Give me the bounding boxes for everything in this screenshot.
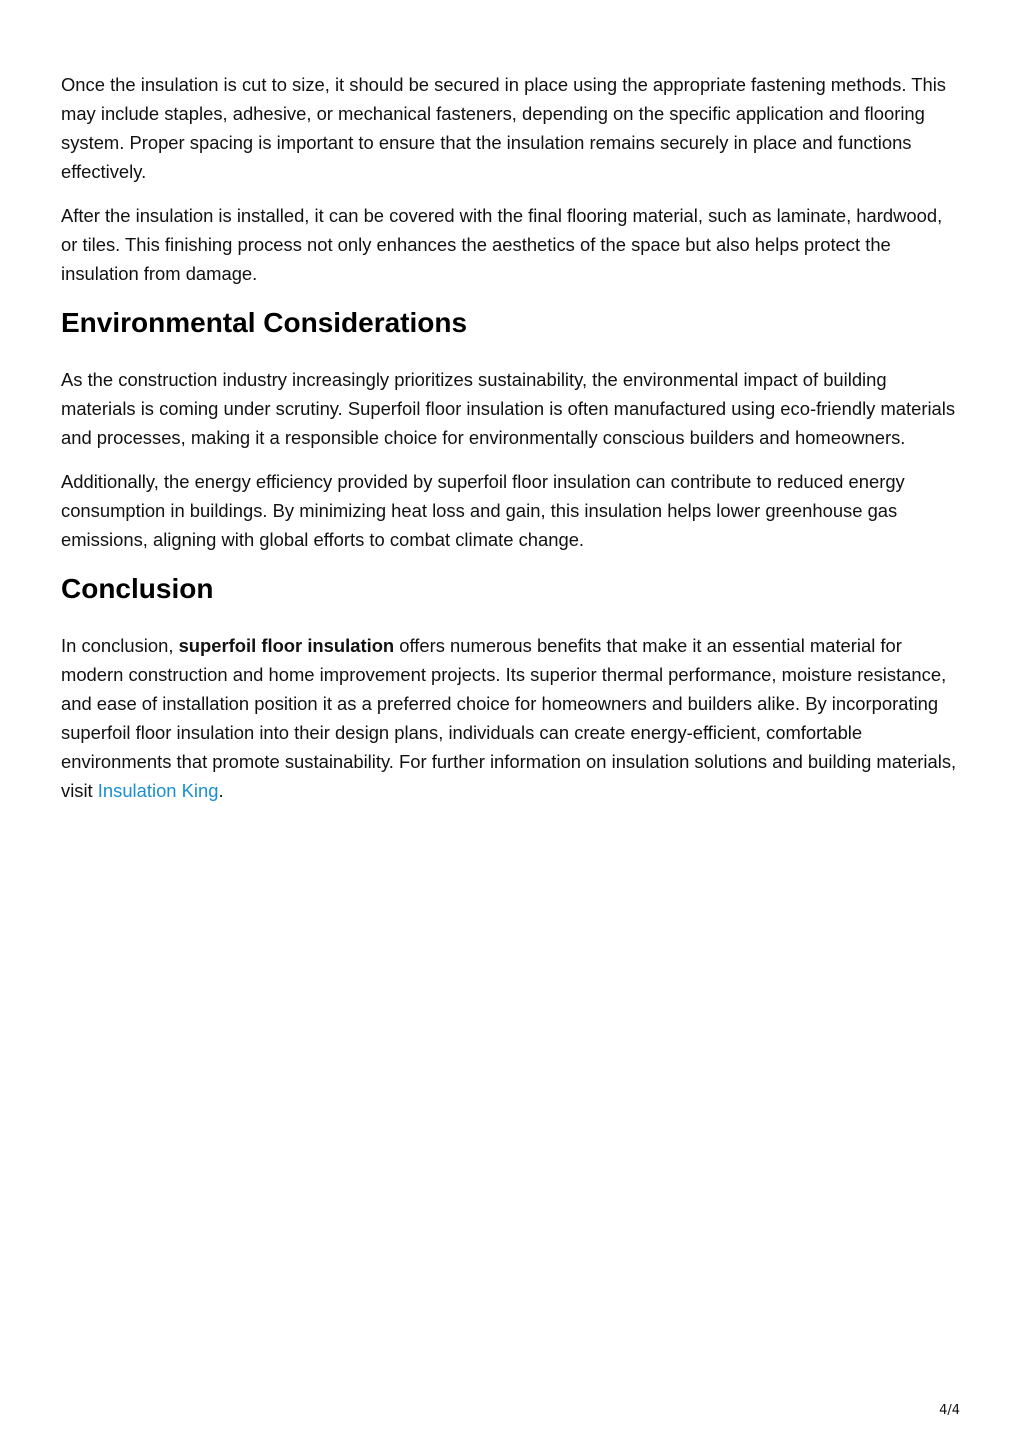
heading-environmental-considerations: Environmental Considerations [61,307,468,338]
document-content [61,70,961,820]
page-number: 4/4 [939,1403,960,1418]
conclusion-lead-text: In conclusion, [61,635,179,656]
conclusion-bold-term: superfoil floor insulation [178,635,395,656]
paragraph-energy-efficiency: Additionally, the energy efficiency provided by superfoil floor insulation can contribute to reduced energy consumption in buildings. By minimizing heat loss and gain, this insulation helps lower greenhouse gas emissions, aligning with global efforts to combat climate change. [61,471,905,550]
paragraph-conclusion [61,631,961,805]
insulation-king-link[interactable]: Insulation King [97,780,219,801]
paragraph-sustainability: As the construction industry increasingly prioritizes sustainability, the environmental impact of building materials is coming under scrutiny. Superfoil floor insulation is often manufactured using eco-friendly materials and processes, making it a responsible choice for environmentally conscious builders and homeowners. [61,369,956,448]
conclusion-body-text: offers numerous benefits that make it an essential material for modern construction and home improvement projects. Its superior thermal performance, moisture resistance, and ease of installation position it as a preferred choice for homeowners and builders alike. By incorporating superfoil floor insulation into their design plans, individuals can create energy-efficient, comfortable environments that promote sustainability. For further information on insulation solutions and building materials, visit [61,635,957,801]
heading-conclusion: Conclusion [61,573,214,604]
paragraph-finishing: After the insulation is installed, it can be covered with the final flooring material, such as laminate, hardwood, or tiles. This finishing process not only enhances the aesthetics of the space but also helps protect the insulation from damage. [61,205,943,284]
conclusion-end-punctuation: . [218,780,224,801]
paragraph-fastening: Once the insulation is cut to size, it should be secured in place using the appropriate fastening methods. This may include staples, adhesive, or mechanical fasteners, depending on the specific application and flooring system. Proper spacing is important to ensure that the insulation remains securely in place and functions effectively. [61,74,946,182]
